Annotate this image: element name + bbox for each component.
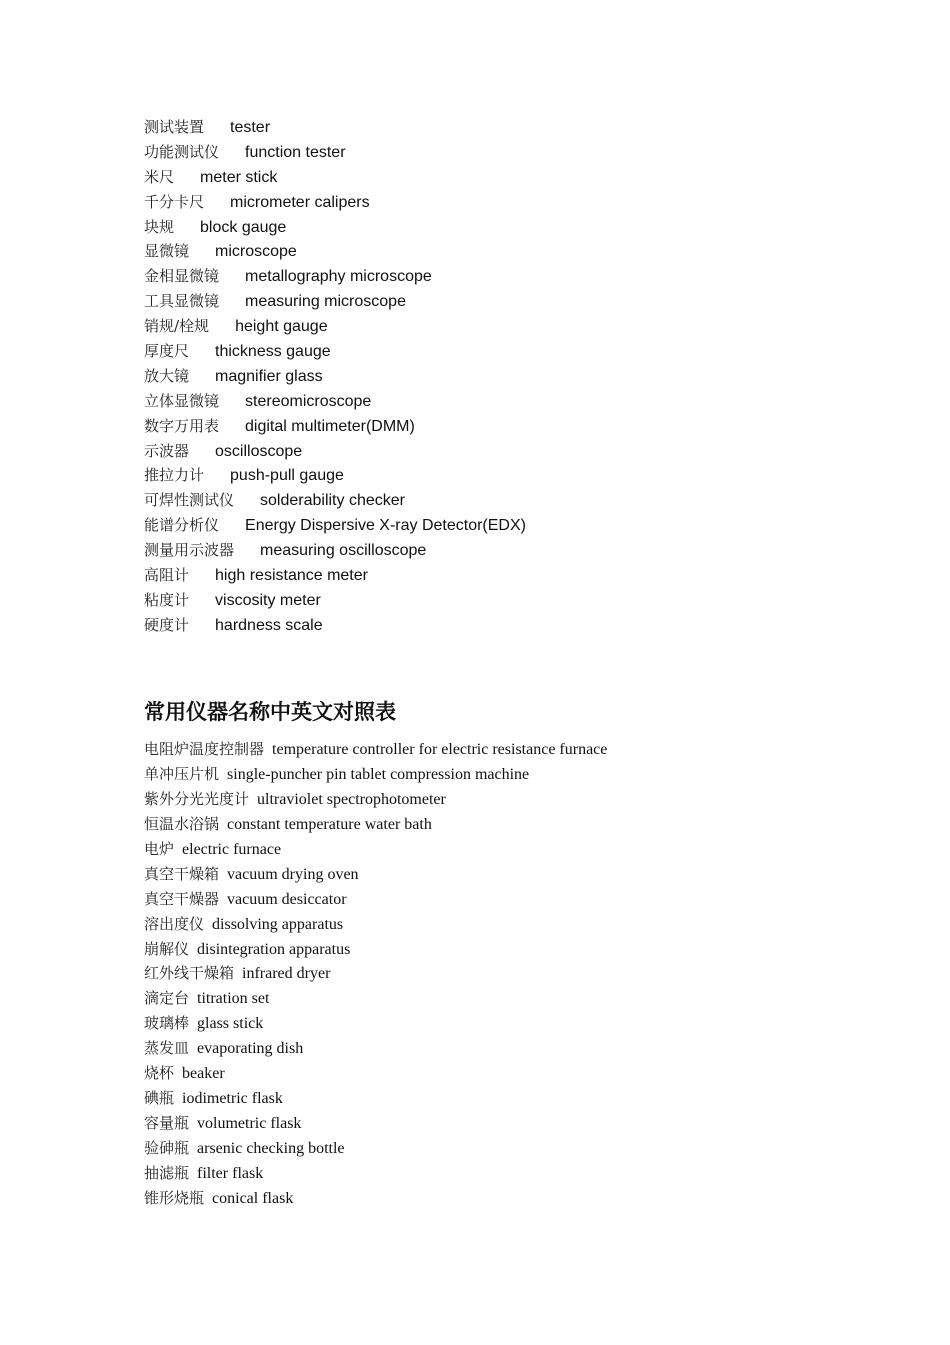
term-row xyxy=(144,140,844,165)
term-row xyxy=(144,1061,844,1086)
term-row xyxy=(144,937,844,962)
term-english: ultraviolet spectrophotometer xyxy=(257,790,446,808)
term-row xyxy=(144,1136,844,1161)
term-english: single-puncher pin tablet compression machine xyxy=(227,765,530,783)
term-english: measuring microscope xyxy=(245,293,406,311)
term-english: meter stick xyxy=(200,168,278,186)
term-row xyxy=(144,289,844,314)
term-english: arsenic checking bottle xyxy=(197,1140,345,1157)
term-chinese: 溶出度仪 xyxy=(144,914,205,933)
term-english: vacuum drying oven xyxy=(227,865,359,883)
term-row xyxy=(144,837,844,862)
section-title: 常用仪器名称中英文对照表 xyxy=(144,700,396,724)
term-chinese: 销规/栓规 xyxy=(144,317,210,336)
term-row xyxy=(144,389,844,414)
term-english: metallography microscope xyxy=(245,268,432,286)
term-english: temperature controller for electric resistance furnace xyxy=(272,741,608,758)
term-english: Energy Dispersive X-ray Detector(EDX) xyxy=(245,517,526,535)
term-english: solderability checker xyxy=(260,492,405,510)
term-chinese: 碘瓶 xyxy=(144,1089,175,1108)
term-english: push-pull gauge xyxy=(230,467,344,485)
term-english: titration set xyxy=(197,990,270,1008)
instrument-list-2 xyxy=(144,737,844,1211)
term-row xyxy=(144,314,844,339)
term-row xyxy=(144,1011,844,1036)
term-chinese: 电阻炉温度控制器 xyxy=(144,740,265,758)
term-chinese: 蒸发皿 xyxy=(144,1039,190,1058)
term-english: evaporating dish xyxy=(197,1040,304,1058)
term-chinese: 单冲压片机 xyxy=(144,764,220,783)
term-english: oscilloscope xyxy=(215,442,303,460)
term-row xyxy=(144,737,844,762)
term-english: thickness gauge xyxy=(215,343,331,361)
term-chinese: 米尺 xyxy=(144,167,175,186)
term-chinese: 推拉力计 xyxy=(144,466,205,485)
term-chinese: 能谱分析仪 xyxy=(144,516,220,535)
term-row xyxy=(144,115,844,140)
term-chinese: 立体显微镜 xyxy=(144,391,220,410)
term-row xyxy=(144,513,844,538)
term-chinese: 数字万用表 xyxy=(144,416,220,435)
term-row xyxy=(144,339,844,364)
instrument-list-1 xyxy=(144,115,844,638)
term-chinese: 抽滤瓶 xyxy=(144,1163,190,1182)
term-english: measuring oscilloscope xyxy=(260,542,427,560)
term-chinese: 硬度计 xyxy=(144,615,190,634)
term-chinese: 锥形烧瓶 xyxy=(144,1188,205,1207)
term-chinese: 测量用示波器 xyxy=(144,541,235,560)
term-english: iodimetric flask xyxy=(182,1090,283,1108)
term-chinese: 金相显微镜 xyxy=(144,267,220,286)
term-chinese: 滴定台 xyxy=(144,989,190,1008)
term-chinese: 红外线干燥箱 xyxy=(144,964,235,983)
term-english: conical flask xyxy=(212,1189,294,1207)
term-row xyxy=(144,563,844,588)
term-chinese: 放大镜 xyxy=(144,366,190,385)
term-chinese: 厚度尺 xyxy=(144,342,190,361)
term-row xyxy=(144,961,844,986)
term-row xyxy=(144,215,844,240)
term-chinese: 示波器 xyxy=(144,441,190,460)
term-row xyxy=(144,588,844,613)
term-english: stereomicroscope xyxy=(245,392,372,410)
term-row xyxy=(144,463,844,488)
term-row xyxy=(144,1186,844,1211)
term-chinese: 真空干燥箱 xyxy=(144,864,220,883)
term-english: height gauge xyxy=(235,318,328,336)
term-english: glass stick xyxy=(197,1015,264,1033)
term-chinese: 真空干燥器 xyxy=(144,889,220,908)
term-row xyxy=(144,439,844,464)
term-chinese: 块规 xyxy=(144,217,175,236)
term-row xyxy=(144,986,844,1011)
term-english: hardness scale xyxy=(215,616,323,634)
term-english: tester xyxy=(230,119,271,136)
term-english: magnifier glass xyxy=(215,367,323,385)
term-row xyxy=(144,414,844,439)
term-chinese: 测试装置 xyxy=(144,118,205,136)
term-chinese: 工具显微镜 xyxy=(144,292,220,311)
term-row xyxy=(144,787,844,812)
term-row xyxy=(144,190,844,215)
term-chinese: 电炉 xyxy=(144,839,175,858)
term-chinese: 可焊性测试仪 xyxy=(144,491,235,510)
term-row xyxy=(144,912,844,937)
term-row xyxy=(144,887,844,912)
term-english: high resistance meter xyxy=(215,567,368,585)
term-chinese: 崩解仪 xyxy=(144,939,190,958)
term-english: viscosity meter xyxy=(215,591,321,609)
term-row xyxy=(144,862,844,887)
term-row xyxy=(144,264,844,289)
term-row xyxy=(144,1036,844,1061)
term-row xyxy=(144,613,844,638)
term-english: volumetric flask xyxy=(197,1115,302,1133)
term-chinese: 容量瓶 xyxy=(144,1114,190,1133)
term-row xyxy=(144,538,844,563)
term-chinese: 粘度计 xyxy=(144,590,190,609)
term-english: digital multimeter(DMM) xyxy=(245,417,415,435)
term-chinese: 恒温水浴锅 xyxy=(144,814,220,833)
term-row xyxy=(144,812,844,837)
term-row xyxy=(144,364,844,389)
term-english: infrared dryer xyxy=(242,965,331,983)
term-chinese: 紫外分光光度计 xyxy=(144,789,250,808)
term-chinese: 验砷瓶 xyxy=(144,1139,190,1157)
term-row xyxy=(144,165,844,190)
term-chinese: 高阻计 xyxy=(144,566,190,585)
term-row xyxy=(144,1086,844,1111)
term-english: dissolving apparatus xyxy=(212,915,344,933)
term-english: micrometer calipers xyxy=(230,193,370,211)
term-row xyxy=(144,239,844,264)
term-english: function tester xyxy=(245,143,346,161)
term-english: constant temperature water bath xyxy=(227,815,432,833)
term-english: beaker xyxy=(182,1065,225,1083)
term-row xyxy=(144,488,844,513)
term-english: block gauge xyxy=(200,218,287,236)
term-chinese: 千分卡尺 xyxy=(144,192,205,211)
term-chinese: 功能测试仪 xyxy=(144,142,220,161)
term-chinese: 烧杯 xyxy=(144,1064,175,1083)
term-chinese: 玻璃棒 xyxy=(144,1014,190,1033)
term-english: electric furnace xyxy=(182,840,282,858)
term-english: filter flask xyxy=(197,1164,264,1182)
term-english: disintegration apparatus xyxy=(197,940,351,958)
term-chinese: 显微镜 xyxy=(144,242,190,261)
term-row xyxy=(144,762,844,787)
term-row xyxy=(144,1161,844,1186)
term-row xyxy=(144,1111,844,1136)
term-english: vacuum desiccator xyxy=(227,890,347,908)
term-english: microscope xyxy=(215,243,297,261)
